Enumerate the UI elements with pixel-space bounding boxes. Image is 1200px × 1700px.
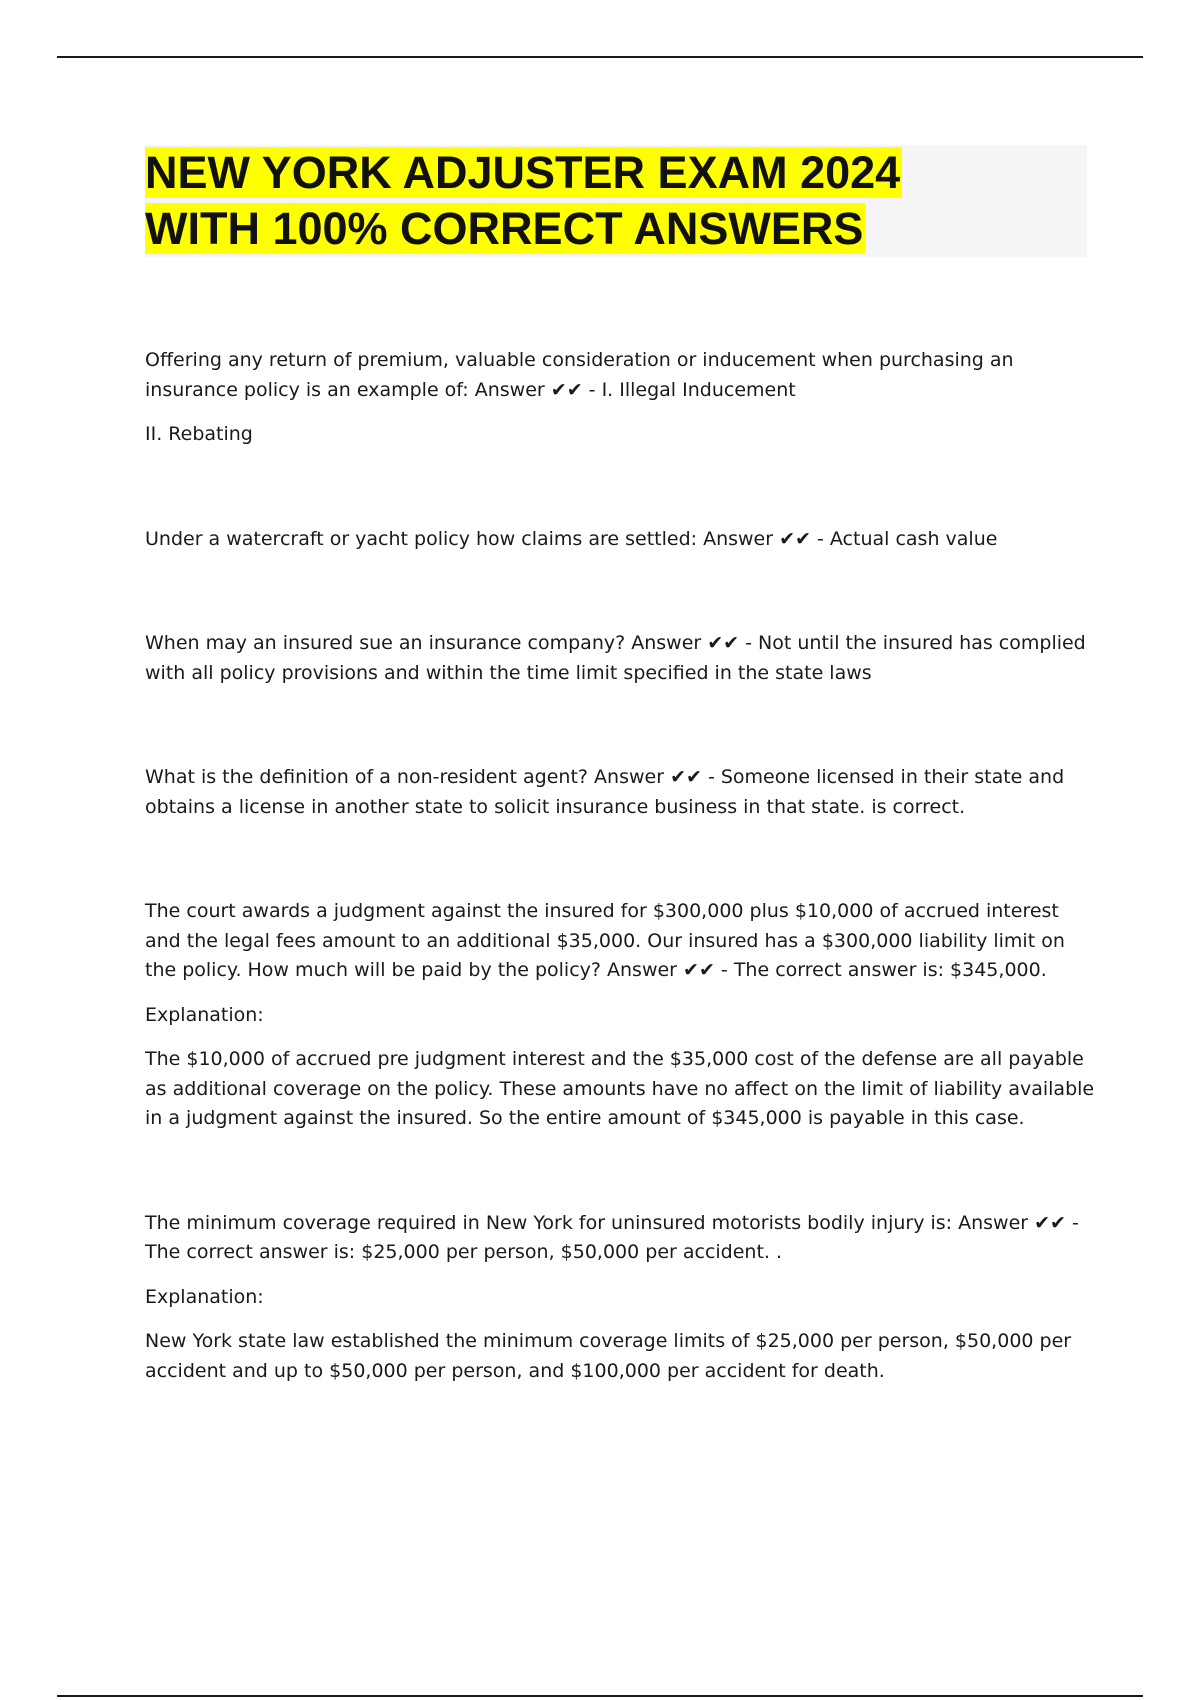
answer-text: - I. Illegal Inducement <box>588 378 796 401</box>
checkmark-icon: ✔✔ <box>779 527 811 550</box>
checkmark-icon: ✔✔ <box>550 378 583 401</box>
checkmark-icon: ✔✔ <box>683 959 715 981</box>
checkmark-icon: ✔✔ <box>707 632 740 654</box>
qa-item <box>145 629 1095 688</box>
document-title <box>145 145 1087 257</box>
qa-paragraph <box>145 897 1095 986</box>
qa-paragraph <box>145 346 1095 405</box>
qa-paragraph <box>145 629 1095 688</box>
question-text: The minimum coverage required in New York for uninsured motorists bodily injury is: Answer <box>145 1211 1029 1234</box>
qa-item <box>145 346 1095 450</box>
title-line-1: NEW YORK ADJUSTER EXAM 2024 <box>145 147 901 198</box>
answer-text: - Someone licensed in their state and obtains a license in another state to solicit insurance business in that state. is correct. <box>145 766 1065 818</box>
qa-paragraph <box>145 1209 1095 1268</box>
question-text: What is the definition of a non-resident agent? Answer <box>145 766 665 788</box>
answer-text: - The correct answer is: $25,000 per person, $50,000 per accident. . <box>145 1211 1079 1263</box>
answer-text: - Actual cash value <box>817 527 998 550</box>
top-rule <box>57 56 1143 58</box>
question-text: The court awards a judgment against the insured for $300,000 plus $10,000 of accrued interest and the legal fees amount to an additional $35,000. Our insured has a $300,000 liability limit on the policy. How much will be paid by the policy? Answer <box>145 900 1065 981</box>
qa-item <box>145 763 1095 822</box>
answer-text: - The correct answer is: $345,000. <box>720 959 1047 981</box>
checkmark-icon: ✔✔ <box>670 766 702 788</box>
qa-item <box>145 897 1095 1134</box>
checkmark-icon: ✔✔ <box>1034 1211 1066 1234</box>
answer-continuation: II. Rebating <box>145 423 253 445</box>
title-line-2: WITH 100% CORRECT ANSWERS <box>145 203 864 254</box>
title-block <box>145 145 1087 257</box>
question-text: When may an insured sue an insurance company? Answer <box>145 632 702 654</box>
question-text: Offering any return of premium, valuable consideration or inducement when purchasing an insurance policy is an example of: Answer <box>145 349 1014 401</box>
explanation-label: Explanation: <box>145 1003 264 1026</box>
qa-list <box>145 346 1095 1401</box>
question-text: Under a watercraft or yacht policy how claims are settled: Answer <box>145 527 774 550</box>
answer-text: - Not until the insured has complied with all policy provisions and within the time limit specified in the state laws <box>145 632 1086 684</box>
explanation-text: The $10,000 of accrued pre judgment interest and the $35,000 cost of the defense are all payable as additional coverage on the policy. These amounts have no affect on the limit of liability available in a judgment against the insured. So the entire amount of $345,000 is payable in this case. <box>145 1048 1095 1129</box>
bottom-rule <box>57 1695 1143 1697</box>
qa-paragraph <box>145 763 1095 822</box>
qa-paragraph <box>145 525 1095 555</box>
qa-item <box>145 525 1095 555</box>
qa-item <box>145 1209 1095 1387</box>
explanation-label: Explanation: <box>145 1285 264 1308</box>
explanation-text: New York state law established the minimum coverage limits of $25,000 per person, $50,000 per accident and up to $50,000 per person, and $100,000 per accident for death. <box>145 1330 1072 1382</box>
